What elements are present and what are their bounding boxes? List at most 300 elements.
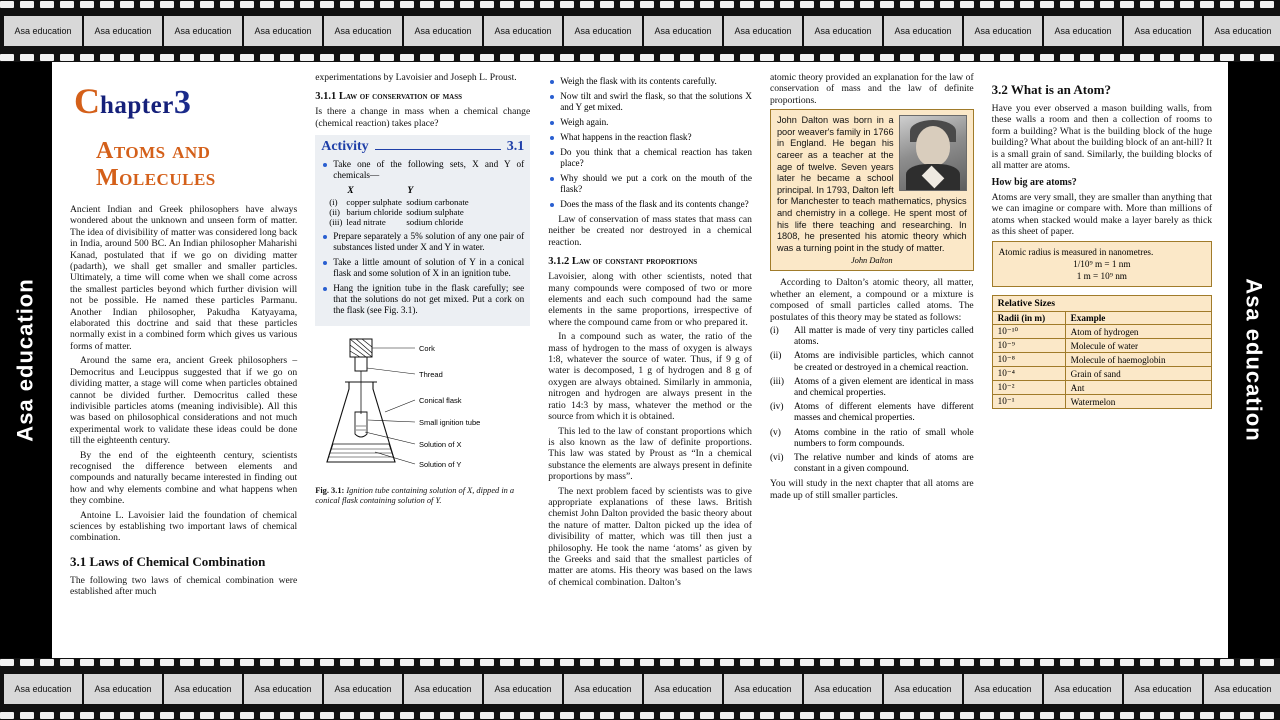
film-perforation — [780, 712, 794, 719]
film-perforation — [20, 712, 34, 719]
cell-example: Watermelon — [1065, 395, 1211, 409]
paragraph-10: In a compound such as water, the ratio of the mass of hydrogen to the mass of oxygen is always 1:8, whatever the source of water. Thus, if 9 g of water is decomposed, 1 g of hydrogen and 8 g of oxygen are always obtained. Similarly in ammonia, nitrogen and hydrogen are always present in the ratio 14:3 by mass, whatever the method or the source from which it is obtained. — [548, 331, 752, 423]
film-perforation — [560, 1, 574, 8]
film-perforation — [800, 659, 814, 666]
film-perforation — [120, 659, 134, 666]
watermark-cell-label: Asa education — [494, 684, 552, 694]
film-perforation — [160, 712, 174, 719]
film-perforation — [80, 712, 94, 719]
film-perforation — [580, 54, 594, 61]
film-perforations-bottom — [0, 712, 1280, 719]
activity-chemicals-table — [329, 185, 472, 227]
watermark-cell — [244, 674, 322, 704]
chapter-first-letter: C — [74, 81, 100, 121]
watermark-cell-label: Asa education — [574, 684, 632, 694]
column-header-radii: Radii (in m) — [992, 312, 1065, 325]
paragraph-3: By the end of the eighteenth century, scientists recognised the difference between elements and compounds and naturally became interested in finding out how and why elements combine and what happens when they combine. — [70, 449, 298, 507]
list-item — [770, 326, 974, 348]
paragraph-11: This led to the law of constant proportions which is also known as the law of definite proportions. This law was stated by Proust as “In a chemical substance the elements are always present in definite proportions by mass”. — [548, 425, 752, 483]
film-perforation — [500, 1, 514, 8]
chapter-word: hapter — [100, 92, 174, 119]
book-page — [52, 62, 1228, 658]
film-perforation — [1200, 54, 1214, 61]
film-perforation — [200, 712, 214, 719]
film-perforation — [1260, 659, 1274, 666]
watermark-cell-label: Asa education — [1134, 26, 1192, 36]
film-perforation — [260, 659, 274, 666]
watermark-cell-label: Asa education — [94, 26, 152, 36]
paragraph-7: Is there a change in mass when a chemical change (chemical reaction) takes place? — [315, 106, 531, 129]
film-perforation — [640, 712, 654, 719]
film-perforation — [500, 54, 514, 61]
film-perforation — [660, 712, 674, 719]
film-perforation — [1160, 712, 1174, 719]
film-perforations-top-lower — [0, 54, 1280, 61]
film-perforation — [220, 1, 234, 8]
film-perforation — [1020, 712, 1034, 719]
watermark-cell-label: Asa education — [254, 684, 312, 694]
watermark-cell-label: Asa education — [1214, 684, 1272, 694]
film-perforation — [40, 659, 54, 666]
watermark-cell — [964, 16, 1042, 46]
film-perforation — [1160, 54, 1174, 61]
table-row — [992, 353, 1211, 367]
film-perforation — [740, 712, 754, 719]
film-perforation — [460, 712, 474, 719]
film-perforation — [260, 54, 274, 61]
cell-radius: 10⁻⁹ — [992, 339, 1065, 353]
film-perforation — [540, 712, 554, 719]
film-perforation — [1240, 659, 1254, 666]
film-perforation — [640, 1, 654, 8]
figure-label: Small ignition tube — [419, 418, 481, 428]
film-perforation — [180, 1, 194, 8]
figure-label: Solution of X — [419, 440, 462, 450]
film-perforation — [60, 1, 74, 8]
film-perforation — [220, 54, 234, 61]
column-3 — [538, 68, 760, 652]
film-perforation — [1260, 1, 1274, 8]
film-perforation — [140, 1, 154, 8]
activity-number: 3.1 — [506, 139, 525, 155]
activity-question: Weigh again. — [548, 117, 752, 128]
film-perforation — [340, 659, 354, 666]
film-perforation — [1260, 712, 1274, 719]
watermark-cell-label: Asa education — [814, 26, 872, 36]
film-perforation — [100, 659, 114, 666]
row-index: (iii) — [329, 217, 343, 228]
activity-question: Do you think that a chemical reaction has taken place? — [548, 147, 752, 169]
film-perforation — [820, 54, 834, 61]
postulate-text: Atoms combine in the ratio of small whole numbers to form compounds. — [793, 427, 974, 449]
film-perforation — [900, 712, 914, 719]
paragraph-13: atomic theory provided an explanation for the law of conservation of mass and the law of definite proportions. — [769, 72, 974, 106]
film-perforation — [760, 712, 774, 719]
section-heading-3-2: 3.2 What is an Atom? — [991, 82, 1111, 97]
film-perforation — [1220, 1, 1234, 8]
watermark-cell — [564, 674, 642, 704]
column-1 — [60, 68, 305, 652]
watermark-cell-label: Asa education — [574, 26, 632, 36]
film-perforation — [980, 712, 994, 719]
activity-question: What happens in the reaction flask? — [548, 132, 752, 143]
film-perforation — [1020, 659, 1034, 666]
film-perforation — [400, 659, 414, 666]
column-2 — [305, 68, 538, 652]
watermark-cell — [484, 674, 562, 704]
film-perforation — [1120, 1, 1134, 8]
film-perforation — [620, 1, 634, 8]
dalton-portrait — [899, 115, 967, 191]
section-heading-3-1: 3.1 Laws of Chemical Combination — [70, 553, 266, 569]
watermark-cell — [644, 16, 722, 46]
activity-step: Hang the ignition tube in the flask carefully; see that the solutions do not get mixed. Put a cork on the flask (see Fig. 3.1). — [321, 283, 524, 316]
figure-label: Solution of Y — [419, 460, 462, 470]
film-perforation — [300, 659, 314, 666]
watermark-cell — [164, 674, 242, 704]
watermark-cell-label: Asa education — [654, 684, 712, 694]
list-item — [770, 377, 974, 399]
film-perforation — [1140, 1, 1154, 8]
paragraph-16: Have you ever observed a mason building walls, from these walls a room and then a collection of rooms to form a building? What is the building block of the huge building? What about the building block of an ant-hill? It is a small grain of sand. Similarly, the building blocks of all matter are atoms. — [991, 103, 1213, 172]
film-perforation — [1060, 54, 1074, 61]
film-perforation — [920, 54, 934, 61]
figure-label: Cork — [419, 344, 436, 354]
watermark-cell — [1124, 674, 1202, 704]
film-perforation — [1100, 712, 1114, 719]
film-perforation — [200, 659, 214, 666]
film-perforation — [1080, 659, 1094, 666]
watermark-cell — [404, 16, 482, 46]
cell-radius: 10⁻¹⁰ — [992, 325, 1065, 339]
watermark-cell-label: Asa education — [974, 26, 1032, 36]
film-perforation — [100, 712, 114, 719]
dalton-biography-text: John Dalton was born in a poor weaver's family in 1766 in England. He began his career as a teacher at the age of twelve. Seven years later he became a school principal. In 1793, Dalton left for Manchester to teach mathematics, physics and chemistry in a college. He spent most of his life there teaching and researching. In 1808, he presented his atomic theory which was a turning point in the study of matter. — [776, 115, 967, 253]
film-perforation — [300, 712, 314, 719]
film-perforation — [1060, 712, 1074, 719]
paragraph-5: The following two laws of chemical combination were established after much — [70, 574, 298, 598]
film-perforation — [600, 659, 614, 666]
film-perforation — [1100, 659, 1114, 666]
watermark-cell-label: Asa education — [814, 684, 872, 694]
film-perforation — [180, 712, 194, 719]
watermark-cell — [164, 16, 242, 46]
film-perforation — [260, 712, 274, 719]
film-perforation — [60, 712, 74, 719]
film-perforation — [500, 712, 514, 719]
table-row — [992, 395, 1211, 409]
film-perforation — [460, 1, 474, 8]
cell-radius: 10⁻¹ — [992, 395, 1065, 409]
film-perforation — [960, 1, 974, 8]
row-x: copper sulphate — [346, 197, 402, 208]
postulate-text: Atoms of different elements have different masses and chemical properties. — [793, 402, 974, 424]
film-perforation — [780, 54, 794, 61]
film-perforation — [520, 54, 534, 61]
watermark-cell-label: Asa education — [734, 684, 792, 694]
table-row — [329, 197, 472, 207]
film-perforation — [880, 1, 894, 8]
watermark-cell-label: Asa education — [334, 684, 392, 694]
film-perforation — [700, 712, 714, 719]
film-perforation — [120, 54, 134, 61]
film-perforation — [220, 659, 234, 666]
film-perforation — [40, 1, 54, 8]
postulate-text: Atoms are indivisible particles, which cannot be created or destroyed in a chemical reaction. — [793, 351, 974, 373]
film-perforation — [80, 1, 94, 8]
postulate-number: (ii) — [769, 351, 782, 362]
activity-rule — [375, 149, 501, 150]
film-perforation — [400, 54, 414, 61]
film-perforation — [240, 1, 254, 8]
postulate-text: The relative number and kinds of atoms are constant in a given compound. — [793, 453, 974, 475]
figure-caption-text: Ignition tube containing solution of X, dipped in a conical flask containing solution of Y. — [315, 486, 515, 506]
film-perforation — [400, 712, 414, 719]
film-perforation — [320, 659, 334, 666]
film-perforation — [620, 712, 634, 719]
activity-step: Prepare separately a 5% solution of any one pair of substances listed under X and Y in water. — [321, 231, 524, 253]
film-perforation — [1200, 712, 1214, 719]
film-perforation — [40, 712, 54, 719]
film-perforation — [480, 1, 494, 8]
atomic-radius-line-0: Atomic radius is measured in nanometres. — [998, 247, 1154, 258]
activity-box — [315, 135, 530, 326]
activity-question: Does the mass of the flask and its contents change? — [548, 199, 752, 210]
row-x: barium chloride — [346, 207, 403, 218]
list-item — [770, 351, 974, 373]
film-perforation — [580, 1, 594, 8]
film-perforation — [700, 1, 714, 8]
film-perforation — [540, 659, 554, 666]
atomic-radius-line-1: 1/10⁹ m = 1 nm — [1073, 259, 1131, 270]
figure-label: Thread — [419, 370, 443, 380]
film-perforation — [1220, 54, 1234, 61]
film-perforation — [880, 54, 894, 61]
film-perforation — [660, 1, 674, 8]
film-perforation — [160, 1, 174, 8]
watermark-cell-label: Asa education — [1054, 684, 1112, 694]
figure-caption-label: Fig. 3.1: — [315, 486, 345, 496]
subheading-how-big-are-atoms: How big are atoms? — [991, 177, 1077, 189]
film-perforation — [140, 712, 154, 719]
film-perforation — [800, 712, 814, 719]
watermark-strip-top — [0, 0, 1280, 62]
film-perforation — [760, 1, 774, 8]
film-perforation — [240, 54, 254, 61]
film-perforation — [620, 54, 634, 61]
film-perforation — [960, 54, 974, 61]
film-perforation — [1120, 712, 1134, 719]
watermark-cell — [644, 674, 722, 704]
cell-radius: 10⁻⁴ — [992, 367, 1065, 381]
dalton-biography-box — [770, 109, 974, 271]
film-perforation — [1180, 54, 1194, 61]
film-perforation — [540, 1, 554, 8]
list-item — [770, 402, 974, 424]
watermark-cell — [884, 674, 962, 704]
film-perforation — [980, 659, 994, 666]
film-perforation — [240, 712, 254, 719]
watermark-cell — [4, 674, 82, 704]
film-perforation — [1080, 54, 1094, 61]
subsection-heading-3-1-1: 3.1.1 Law of conservation of mass — [315, 91, 463, 103]
watermark-sidebar-left — [0, 62, 52, 658]
film-perforation — [1000, 712, 1014, 719]
film-perforation — [280, 1, 294, 8]
cell-example: Molecule of haemoglobin — [1065, 353, 1211, 367]
film-perforation — [840, 712, 854, 719]
watermark-cell — [804, 16, 882, 46]
film-perforation — [280, 712, 294, 719]
table-row — [329, 217, 472, 227]
watermark-cell — [724, 16, 802, 46]
row-index: (i) — [329, 197, 338, 208]
film-perforation — [1140, 712, 1154, 719]
film-perforation — [880, 712, 894, 719]
watermark-cell — [1204, 674, 1280, 704]
film-perforation — [460, 659, 474, 666]
film-perforation — [1240, 1, 1254, 8]
figure-3-1 — [315, 334, 530, 484]
film-perforation — [840, 659, 854, 666]
paragraph-9: Lavoisier, along with other scientists, noted that many compounds were composed of two or more elements and each such compound had the same elements in the same proportions, irrespective of where the compound came from or who prepared it. — [548, 271, 752, 328]
film-perforation — [940, 1, 954, 8]
row-x: lead nitrate — [346, 217, 386, 228]
film-perforation — [440, 54, 454, 61]
watermark-cell-label: Asa education — [1214, 26, 1272, 36]
film-perforation — [500, 659, 514, 666]
film-perforation — [100, 54, 114, 61]
film-perforation — [380, 659, 394, 666]
film-perforation — [860, 712, 874, 719]
film-perforation — [860, 659, 874, 666]
watermark-cell — [84, 674, 162, 704]
film-perforation — [320, 54, 334, 61]
film-perforation — [320, 1, 334, 8]
film-perforation — [1180, 659, 1194, 666]
watermark-cell-label: Asa education — [494, 26, 552, 36]
film-perforation — [140, 659, 154, 666]
film-perforation — [1140, 54, 1154, 61]
film-perforation — [540, 54, 554, 61]
film-perforation — [1160, 659, 1174, 666]
watermark-cell — [324, 674, 402, 704]
film-perforation — [280, 54, 294, 61]
film-perforation — [580, 712, 594, 719]
column-5 — [982, 68, 1220, 652]
list-item — [770, 428, 974, 450]
film-perforation — [300, 54, 314, 61]
watermark-cell-label: Asa education — [414, 684, 472, 694]
watermark-cell — [324, 16, 402, 46]
table-row — [329, 207, 472, 217]
film-perforation — [320, 712, 334, 719]
film-perforation — [200, 1, 214, 8]
film-perforation — [1260, 54, 1274, 61]
table-row — [992, 381, 1211, 395]
activity-label: Activity — [321, 139, 369, 155]
film-perforation — [720, 54, 734, 61]
film-perforation — [780, 659, 794, 666]
film-perforation — [680, 659, 694, 666]
film-perforation — [600, 712, 614, 719]
film-perforation — [20, 659, 34, 666]
film-perforation — [460, 54, 474, 61]
table-header-x-label: X — [347, 186, 354, 197]
film-perforation — [1020, 1, 1034, 8]
column-4 — [760, 68, 982, 652]
watermark-cell-label: Asa education — [974, 684, 1032, 694]
film-perforation — [520, 1, 534, 8]
cell-example: Molecule of water — [1065, 339, 1211, 353]
film-perforation — [1040, 54, 1054, 61]
watermark-cell-label: Asa education — [14, 684, 72, 694]
relative-sizes-table — [992, 311, 1212, 409]
film-perforation — [420, 659, 434, 666]
film-perforation — [940, 712, 954, 719]
film-perforation — [680, 1, 694, 8]
film-perforation — [1000, 659, 1014, 666]
film-perforation — [600, 1, 614, 8]
film-perforation — [240, 659, 254, 666]
film-perforation — [880, 659, 894, 666]
paragraph-4: Antoine L. Lavoisier laid the foundation of chemical sciences by establishing two important laws of chemical combination. — [70, 509, 298, 544]
conical-flask-diagram — [315, 334, 540, 484]
film-perforation — [80, 54, 94, 61]
film-perforation — [780, 1, 794, 8]
page-title: Atoms and Molecules — [96, 138, 216, 191]
paragraph-8: Law of conservation of mass states that mass can neither be created nor destroyed in a chemical reaction. — [548, 214, 752, 248]
film-perforation — [360, 712, 374, 719]
figure-caption — [315, 486, 530, 506]
film-perforation — [360, 1, 374, 8]
film-perforation — [980, 1, 994, 8]
watermark-row-top — [0, 8, 1280, 54]
film-perforation — [160, 659, 174, 666]
film-perforation — [400, 1, 414, 8]
row-index: (ii) — [329, 207, 340, 218]
film-perforation — [740, 659, 754, 666]
paragraph-17: Atoms are very small, they are smaller than anything that we can imagine or compare with. More than millions of atoms when stacked would make a layer barely as thick as this sheet of paper. — [991, 191, 1213, 238]
film-perforation — [380, 54, 394, 61]
activity-step: Take a little amount of solution of Y in a conical flask and some solution of X in an ignition tube. — [321, 257, 524, 279]
film-perforation — [280, 659, 294, 666]
postulate-number: (i) — [769, 325, 779, 336]
film-perforation — [900, 659, 914, 666]
postulate-number: (iii) — [769, 376, 784, 387]
postulate-number: (v) — [769, 427, 781, 438]
film-perforation — [200, 54, 214, 61]
cell-example: Ant — [1065, 381, 1211, 395]
film-perforation — [520, 712, 534, 719]
film-perforation — [1040, 659, 1054, 666]
activity-question: Now tilt and swirl the flask, so that the solutions X and Y get mixed. — [548, 91, 752, 113]
film-perforation — [1100, 54, 1114, 61]
cell-example: Grain of sand — [1065, 367, 1211, 381]
film-perforation — [380, 712, 394, 719]
film-perforation — [20, 54, 34, 61]
film-perforation — [1000, 54, 1014, 61]
film-perforation — [620, 659, 634, 666]
chapter-heading — [74, 80, 297, 122]
chapter-number: 3 — [173, 84, 191, 121]
film-perforation — [760, 54, 774, 61]
film-perforation — [920, 659, 934, 666]
watermark-cell-label: Asa education — [334, 26, 392, 36]
activity-step: Take one of the following sets, X and Y of chemicals— — [321, 159, 524, 181]
film-perforation — [340, 54, 354, 61]
film-perforation — [960, 659, 974, 666]
